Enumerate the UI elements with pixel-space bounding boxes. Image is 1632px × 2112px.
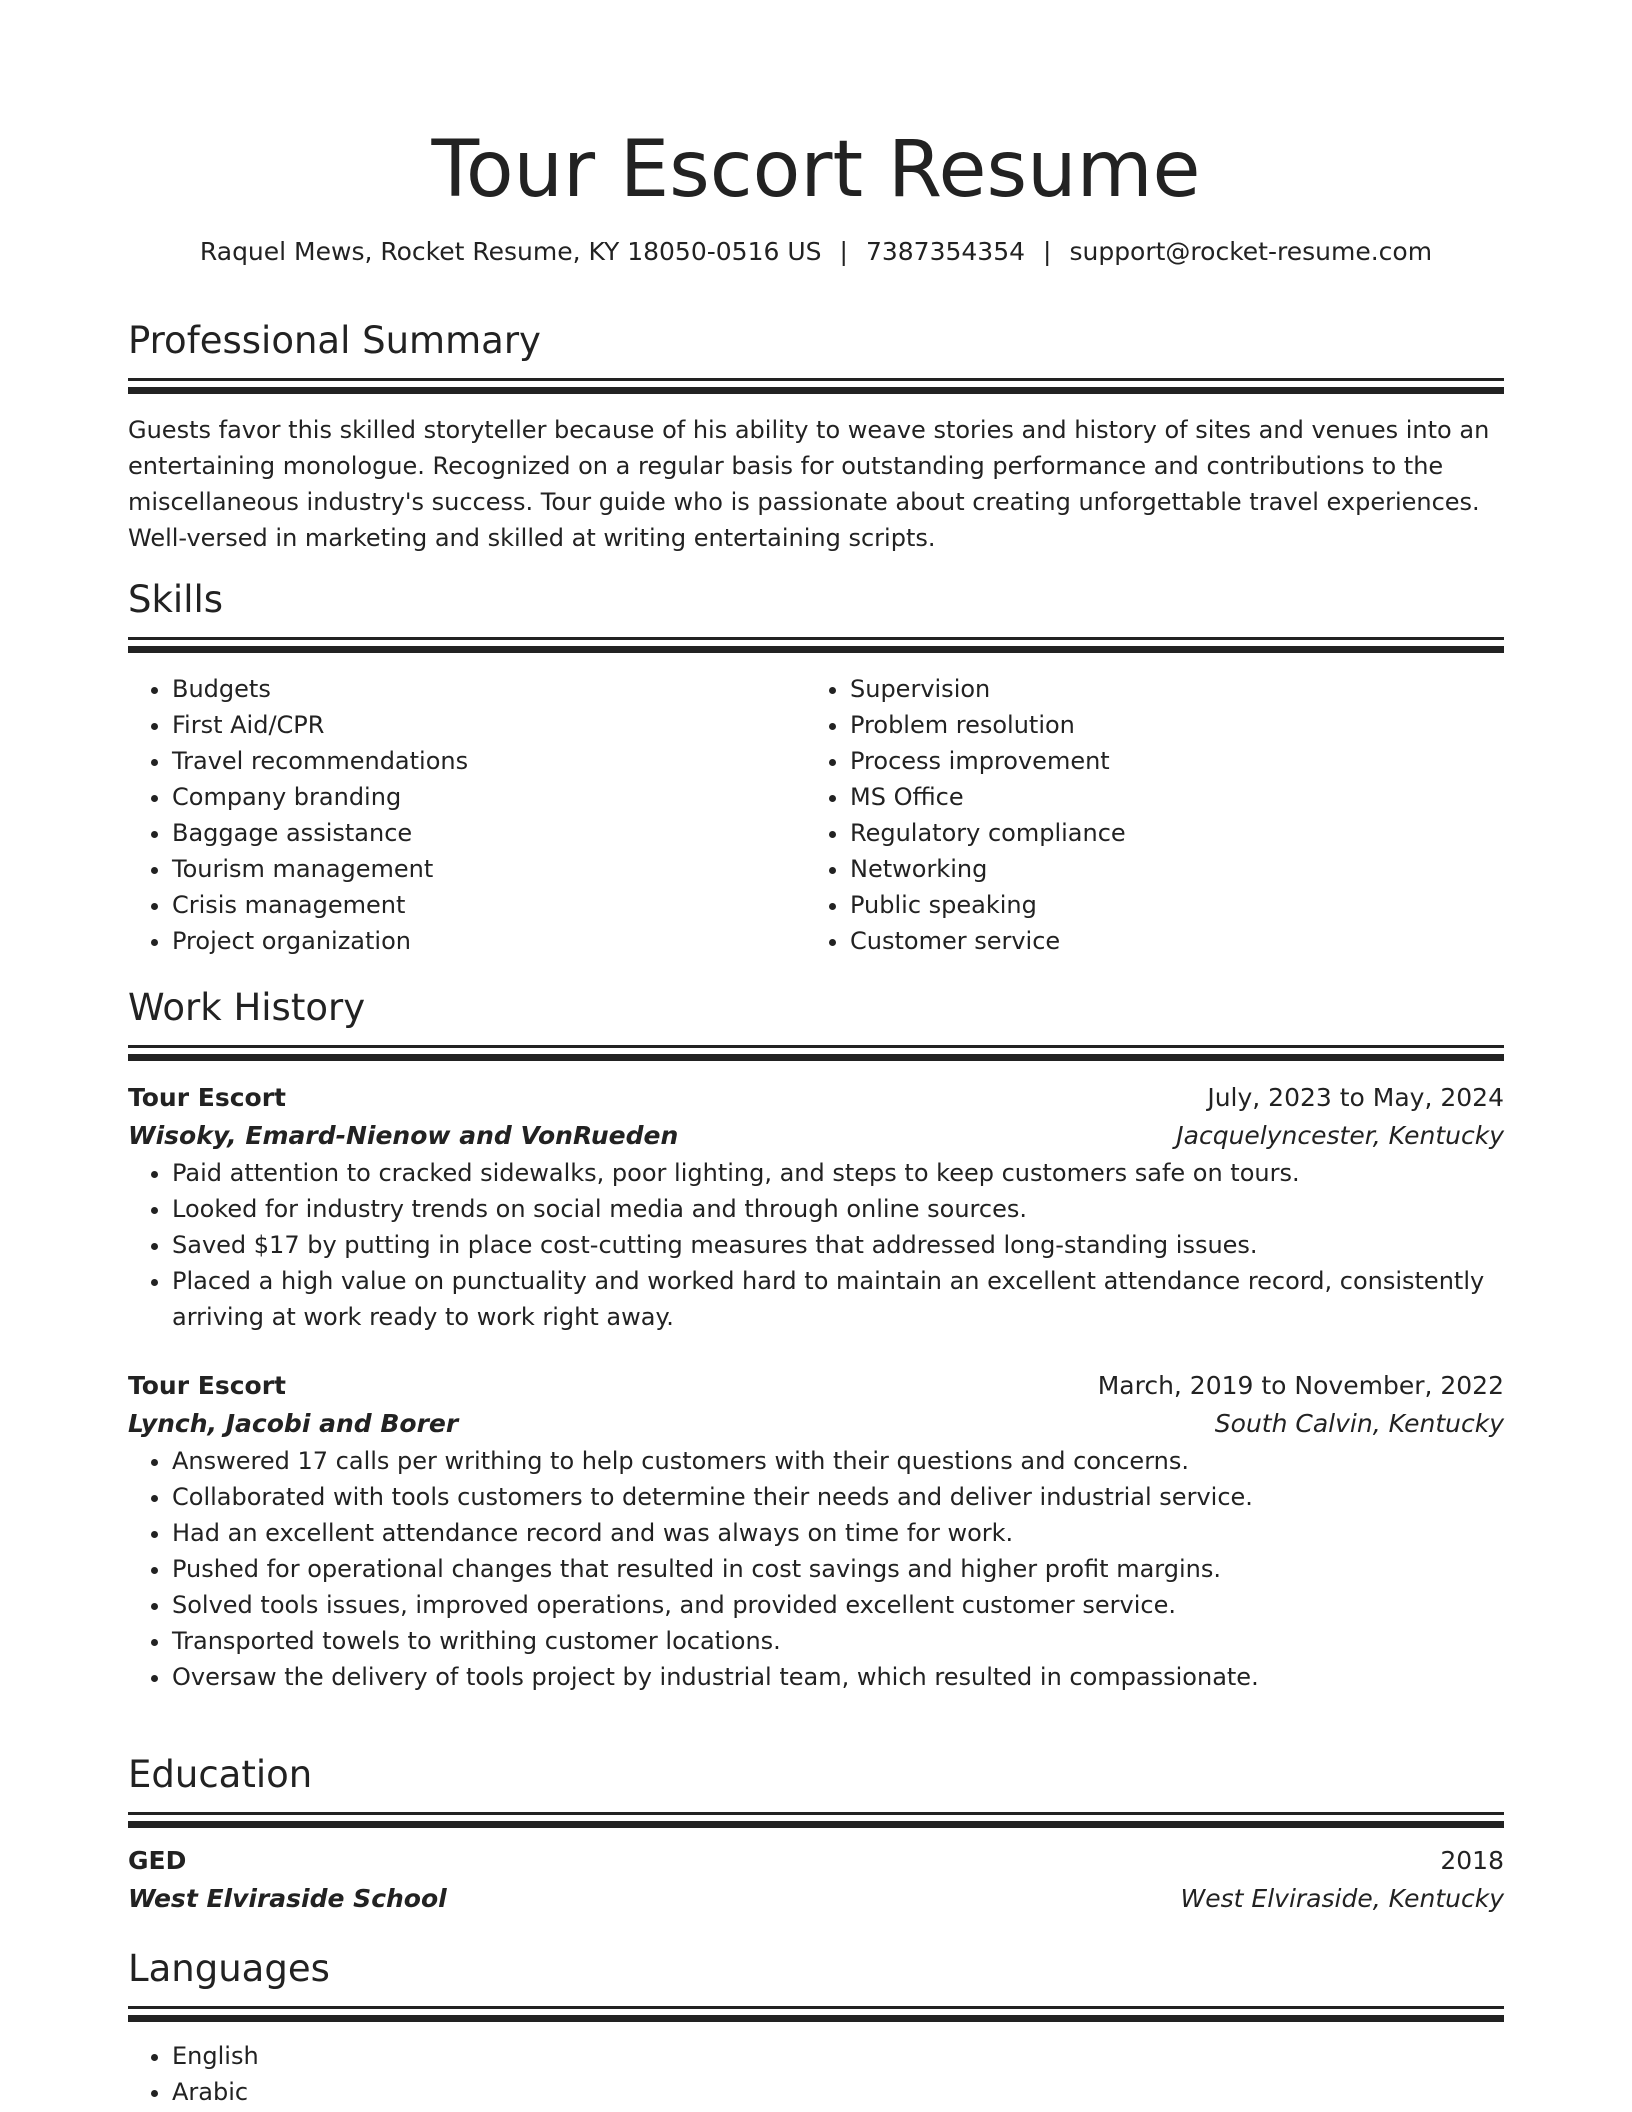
language-item: • Arabic bbox=[172, 2074, 1504, 2110]
summary-section bbox=[128, 318, 1504, 556]
skill-item: • Process improvement bbox=[850, 743, 1484, 779]
job-bullet: • Collaborated with tools customers to determine their needs and deliver industrial service. bbox=[172, 1479, 1504, 1515]
section-divider-thick bbox=[128, 387, 1504, 394]
skill-item: • Networking bbox=[850, 851, 1484, 887]
job-bullet: • Oversaw the delivery of tools project by industrial team, which resulted in compassionate. bbox=[172, 1659, 1504, 1695]
summary-text: Guests favor this skilled storyteller because of his ability to weave stories and history of sites and venues into an entertaining monologue. Recognized on a regular basis for outstanding performance and contributions to the miscellaneous industry's success. Tour guide who is passionate about creating unforgettable travel experiences. Well-versed in marketing and skilled at writing entertaining scripts. bbox=[128, 416, 1490, 552]
job-company-row bbox=[128, 1405, 1504, 1443]
job-company-row bbox=[128, 1117, 1504, 1155]
job-bullet: • Placed a high value on punctuality and worked hard to maintain an excellent attendance record, consistently arriving at work ready to work right away. bbox=[172, 1263, 1504, 1335]
education-school-row bbox=[128, 1880, 1504, 1918]
job-location: South Calvin, Kentucky bbox=[1214, 1409, 1504, 1438]
languages-list bbox=[128, 2038, 1504, 2110]
work-history-section bbox=[128, 985, 1504, 1695]
job-title: Tour Escort bbox=[128, 1371, 286, 1400]
skills-columns bbox=[128, 671, 1504, 959]
job-bullet: • Had an excellent attendance record and was always on time for work. bbox=[172, 1515, 1504, 1551]
skill-item: • Customer service bbox=[850, 923, 1484, 959]
job-entry bbox=[128, 1367, 1504, 1695]
job-dates: March, 2019 to November, 2022 bbox=[1097, 1371, 1504, 1400]
job-company: Wisoky, Emard-Nienow and VonRueden bbox=[128, 1121, 679, 1150]
languages-section bbox=[128, 1946, 1504, 2110]
skill-item: • First Aid/CPR bbox=[172, 707, 806, 743]
section-divider bbox=[128, 1045, 1504, 1048]
job-bullet: • Transported towels to writhing customer locations. bbox=[172, 1623, 1504, 1659]
education-school: West Elviraside School bbox=[128, 1884, 447, 1913]
education-header-row bbox=[128, 1842, 1504, 1880]
section-divider bbox=[128, 637, 1504, 640]
skills-heading: Skills bbox=[128, 578, 224, 621]
skill-item: • Tourism management bbox=[172, 851, 806, 887]
job-title: Tour Escort bbox=[128, 1083, 286, 1112]
skill-item: • Budgets bbox=[172, 671, 806, 707]
education-location: West Elviraside, Kentucky bbox=[1180, 1884, 1504, 1913]
skill-item: • Project organization bbox=[172, 923, 806, 959]
job-company: Lynch, Jacobi and Borer bbox=[128, 1409, 459, 1438]
section-divider-thick bbox=[128, 1821, 1504, 1828]
section-divider-thick bbox=[128, 646, 1504, 653]
skill-item: • Baggage assistance bbox=[172, 815, 806, 851]
skills-list-left bbox=[128, 671, 806, 959]
summary-heading: Professional Summary bbox=[128, 319, 541, 362]
skills-section bbox=[128, 577, 1504, 959]
job-bullet: • Answered 17 calls per writhing to help customers with their questions and concerns. bbox=[172, 1443, 1504, 1479]
skill-item: • Problem resolution bbox=[850, 707, 1484, 743]
job-bullet: • Looked for industry trends on social media and through online sources. bbox=[172, 1191, 1504, 1227]
education-year: 2018 bbox=[1440, 1846, 1504, 1875]
job-bullet: • Paid attention to cracked sidewalks, poor lighting, and steps to keep customers safe on tours. bbox=[172, 1155, 1504, 1191]
section-divider bbox=[128, 378, 1504, 381]
job-bullet: • Solved tools issues, improved operations, and provided excellent customer service. bbox=[172, 1587, 1504, 1623]
job-bullet: • Pushed for operational changes that resulted in cost savings and higher profit margins. bbox=[172, 1551, 1504, 1587]
skill-item: • MS Office bbox=[850, 779, 1484, 815]
section-divider bbox=[128, 1812, 1504, 1815]
skills-list-right bbox=[806, 671, 1484, 959]
section-divider-thick bbox=[128, 1054, 1504, 1061]
contact-email[interactable]: support@rocket-resume.com bbox=[1069, 237, 1433, 266]
education-heading: Education bbox=[128, 1753, 313, 1796]
job-entry bbox=[128, 1079, 1504, 1335]
resume-page bbox=[128, 0, 1504, 2106]
job-location: Jacquelyncester, Kentucky bbox=[1176, 1121, 1504, 1150]
job-dates: July, 2023 to May, 2024 bbox=[1207, 1083, 1504, 1112]
job-bullets bbox=[128, 1155, 1504, 1335]
job-bullets bbox=[128, 1443, 1504, 1695]
language-item: • English bbox=[172, 2038, 1504, 2074]
education-degree: GED bbox=[128, 1846, 187, 1875]
education-entry bbox=[128, 1842, 1504, 1918]
contact-phone: 7387354354 bbox=[865, 237, 1026, 266]
skill-item: • Regulatory compliance bbox=[850, 815, 1484, 851]
contact-line bbox=[128, 236, 1504, 268]
document-title: Tour Escort Resume bbox=[431, 125, 1201, 215]
contact-address: Raquel Mews, Rocket Resume, KY 18050-0516 US bbox=[199, 237, 822, 266]
education-section bbox=[128, 1752, 1504, 1918]
section-divider-thick bbox=[128, 2015, 1504, 2022]
skill-item: • Travel recommendations bbox=[172, 743, 806, 779]
work-history-heading: Work History bbox=[128, 986, 366, 1029]
section-divider bbox=[128, 2006, 1504, 2009]
contact-separator: | bbox=[1043, 237, 1052, 266]
languages-heading: Languages bbox=[128, 1947, 330, 1990]
job-header-row bbox=[128, 1079, 1504, 1117]
skill-item: • Crisis management bbox=[172, 887, 806, 923]
skill-item: • Company branding bbox=[172, 779, 806, 815]
contact-separator: | bbox=[839, 237, 848, 266]
job-bullet: • Saved $17 by putting in place cost-cutting measures that addressed long-standing issues. bbox=[172, 1227, 1504, 1263]
skill-item: • Supervision bbox=[850, 671, 1484, 707]
skill-item: • Public speaking bbox=[850, 887, 1484, 923]
job-header-row bbox=[128, 1367, 1504, 1405]
